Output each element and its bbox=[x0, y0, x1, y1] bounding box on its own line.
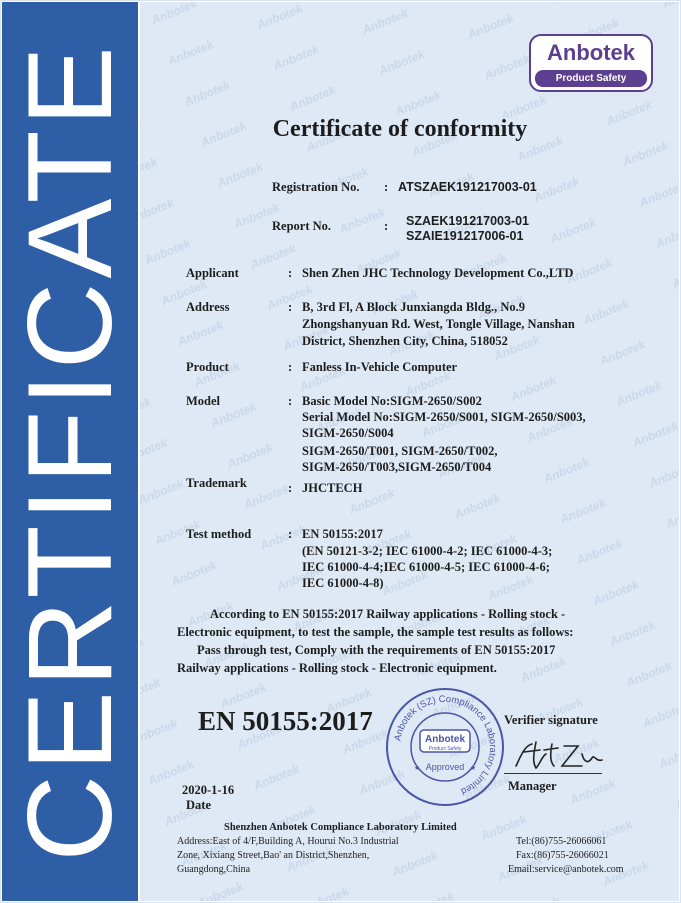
footer-address-line-3: Guangdong,China bbox=[177, 864, 251, 875]
footer-company: Shenzhen Anbotek Compliance Laboratory Limited bbox=[224, 822, 457, 833]
registration-sep: : bbox=[384, 180, 389, 194]
statement-line-2: Electronic equipment, to test the sample, the sample test results as follows: bbox=[177, 625, 574, 639]
registration-label: Registration No. bbox=[272, 180, 360, 194]
address-line-2: Zhongshanyuan Rd. West, Tongle Village, Nanshan bbox=[302, 317, 575, 331]
footer-address-line-1: Address:East of 4/F,Building A, Hourui No.3 Industrial bbox=[177, 836, 399, 847]
statement-line-1: According to EN 50155:2017 Railway applications - Rolling stock - bbox=[210, 607, 566, 621]
stamp-approved: Approved bbox=[425, 762, 465, 772]
applicant-value: Shen Zhen JHC Technology Development Co.,LTD bbox=[302, 266, 574, 280]
trademark-value: JHCTECH bbox=[302, 481, 363, 495]
model-label: Model bbox=[186, 394, 221, 408]
sidebar-certificate-word: CERTIFICATE bbox=[3, 42, 137, 862]
applicant-sep: : bbox=[288, 266, 293, 280]
model-line-5: SIGM-2650/T003,SIGM-2650/T004 bbox=[302, 460, 492, 474]
stamp-tagline: Product Safety bbox=[428, 746, 462, 752]
address-sep: : bbox=[288, 300, 293, 314]
applicant-label: Applicant bbox=[186, 266, 239, 280]
sidebar-band bbox=[2, 2, 138, 901]
anbotek-logo bbox=[529, 34, 653, 92]
model-line-3: SIGM-2650/S004 bbox=[302, 426, 394, 440]
star-icon: ★ bbox=[469, 764, 477, 772]
trademark-sep: : bbox=[288, 481, 293, 495]
test-method-line-3: IEC 61000-4-4;IEC 61000-4-5; IEC 61000-4-6; bbox=[302, 560, 550, 574]
model-sep: : bbox=[288, 394, 293, 408]
trademark-label: Trademark bbox=[186, 476, 247, 490]
footer-tel: Tel:(86)755-26066061 bbox=[516, 836, 607, 847]
certificate-title: Certificate of conformity bbox=[272, 116, 528, 142]
test-method-label: Test method bbox=[186, 527, 252, 541]
stamp-brand: Anbotek bbox=[425, 734, 465, 745]
registration-value: ATSZAEK191217003-01 bbox=[398, 180, 537, 194]
logo-name: Anbotek bbox=[547, 40, 635, 65]
signature-line bbox=[504, 773, 602, 774]
model-line-4: SIGM-2650/T001, SIGM-2650/T002, bbox=[302, 444, 498, 458]
test-method-line-1: EN 50155:2017 bbox=[302, 527, 383, 541]
date-value: 2020-1-16 bbox=[182, 783, 235, 797]
standard-heading: EN 50155:2017 bbox=[198, 706, 373, 736]
test-method-line-2: (EN 50121-3-2; IEC 61000-4-2; IEC 61000-4-3; bbox=[302, 544, 553, 558]
model-line-1: Basic Model No:SIGM-2650/S002 bbox=[302, 394, 482, 408]
footer-address-line-2: Zone, Xixiang Street,Bao' an District,Shenzhen, bbox=[177, 850, 370, 861]
report-value-2: SZAIE191217006-01 bbox=[406, 229, 524, 243]
stamp-ring-text: Anbotek (SZ) Compliance Laboratory Limited bbox=[392, 693, 499, 797]
product-sep: : bbox=[288, 360, 293, 374]
address-line-3: District, Shenzhen City, China, 518052 bbox=[302, 334, 508, 348]
signature-image bbox=[506, 736, 606, 776]
model-line-2: Serial Model No:SIGM-2650/S001, SIGM-2650/S003, bbox=[302, 410, 586, 424]
report-value-1: SZAEK191217003-01 bbox=[406, 214, 529, 228]
footer-fax: Fax:(86)755-26066021 bbox=[516, 850, 609, 861]
address-label: Address bbox=[186, 300, 230, 314]
test-method-sep: : bbox=[288, 527, 293, 541]
statement-line-4: Railway applications - Rolling stock - Electronic equipment. bbox=[177, 661, 497, 675]
product-label: Product bbox=[186, 360, 229, 374]
manager-label: Manager bbox=[508, 779, 557, 793]
product-value: Fanless In-Vehicle Computer bbox=[302, 360, 458, 374]
test-method-line-4: IEC 61000-4-8) bbox=[302, 576, 384, 590]
report-sep: : bbox=[384, 219, 389, 233]
star-icon: ★ bbox=[413, 764, 421, 772]
report-label: Report No. bbox=[272, 219, 332, 233]
statement-line-3: Pass through test, Comply with the requirements of EN 50155:2017 bbox=[197, 643, 556, 657]
footer-email: Email:service@anbotek.com bbox=[508, 864, 624, 875]
date-label: Date bbox=[186, 798, 211, 812]
compliance-stamp bbox=[384, 686, 506, 808]
verifier-label: Verifier signature bbox=[504, 713, 598, 727]
logo-tagline: Product Safety bbox=[535, 70, 647, 87]
address-line-1: B, 3rd Fl, A Block Junxiangda Bldg., No.9 bbox=[302, 300, 525, 314]
